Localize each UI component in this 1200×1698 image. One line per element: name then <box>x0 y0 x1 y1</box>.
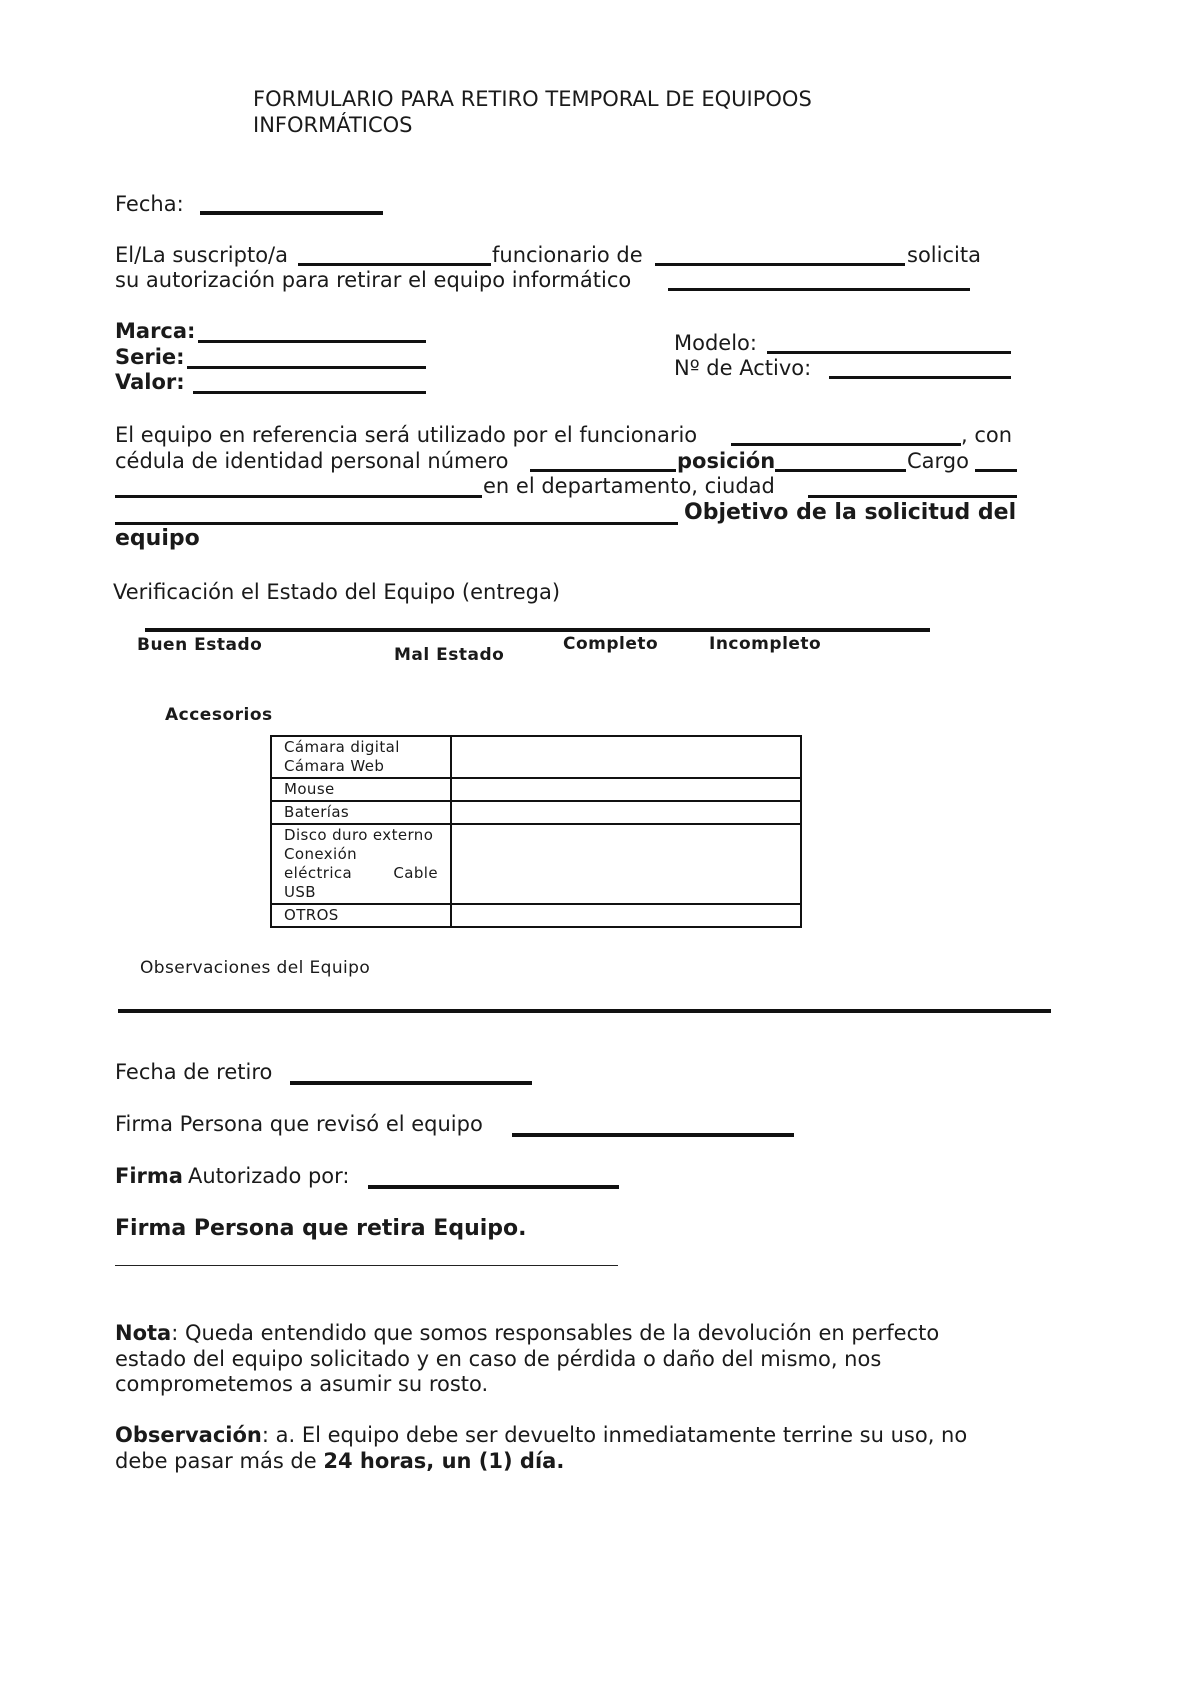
modelo-label: Modelo: <box>674 331 757 355</box>
usb-label: USB <box>284 883 316 901</box>
posicion-label: posición <box>677 449 776 473</box>
cable-label: Cable <box>393 864 438 882</box>
ciudad-line[interactable] <box>808 495 1017 498</box>
observacion-line2 <box>115 1451 564 1472</box>
form-title-line2: INFORMÁTICOS <box>253 113 413 137</box>
accessory-name-cell <box>271 736 451 778</box>
accessory-name-cell <box>271 801 451 824</box>
verificacion-line <box>145 628 930 632</box>
table-row <box>271 801 801 824</box>
suscripto-line[interactable] <box>298 263 491 266</box>
accesorios-table <box>270 735 802 928</box>
verificacion-heading: Verificación el Estado del Equipo (entrega) <box>113 580 561 604</box>
observacion-text-2: debe pasar más de <box>115 1449 324 1473</box>
nota-line3: comprometemos a asumir su rosto. <box>115 1372 489 1396</box>
conexion-label: Conexión <box>284 845 358 863</box>
fecha-retiro-line[interactable] <box>290 1081 532 1085</box>
mouse-label: Mouse <box>284 780 335 798</box>
modelo-line[interactable] <box>767 351 1011 354</box>
valor-line[interactable] <box>193 391 426 394</box>
nota-line2: estado del equipo solicitado y en caso de pérdida o daño del mismo, nos <box>115 1347 882 1371</box>
cargo-line[interactable] <box>975 469 1017 472</box>
firma-retira-label: Firma Persona que retira Equipo. <box>115 1216 527 1241</box>
objetivo-label: Objetivo de la solicitud del <box>684 500 1017 525</box>
observacion-line1 <box>115 1425 967 1446</box>
accessory-name-cell <box>271 778 451 801</box>
accesorios-heading: Accesorios <box>165 705 273 725</box>
suscripto-label: El/La suscripto/a <box>115 243 288 267</box>
table-row <box>271 904 801 927</box>
fecha-label: Fecha: <box>115 192 184 216</box>
incompleto-option[interactable]: Incompleto <box>709 634 822 654</box>
baterias-label: Baterías <box>284 803 350 821</box>
fecha-line[interactable] <box>200 211 383 215</box>
firma-reviso-line[interactable] <box>512 1133 794 1137</box>
objetivo-equipo-label: equipo <box>115 526 200 551</box>
buen-estado-option[interactable]: Buen Estado <box>137 635 263 655</box>
observacion-text-1: : a. El equipo debe ser devuelto inmediatamente terrine su uso, no <box>261 1423 968 1447</box>
activo-label: Nº de Activo: <box>674 356 812 380</box>
firma-bold-label: Firma <box>115 1164 183 1188</box>
observacion-deadline: 24 horas, un (1) día. <box>323 1449 565 1473</box>
nota-text-1: : Queda entendido que somos responsables de la devolución en perfecto <box>171 1321 940 1345</box>
marca-line[interactable] <box>198 340 426 343</box>
otros-label: OTROS <box>284 906 339 924</box>
cedula-text: cédula de identidad personal número <box>115 449 509 473</box>
disco-duro-label: Disco duro externo <box>284 826 434 844</box>
equipo-informatico-line[interactable] <box>668 288 970 291</box>
activo-line[interactable] <box>829 376 1011 379</box>
solicita-label: solicita <box>907 243 981 267</box>
fecha-retiro-label: Fecha de retiro <box>115 1060 273 1084</box>
camara-web-label: Cámara Web <box>284 757 385 775</box>
table-row <box>271 824 801 904</box>
nota-label: Nota <box>115 1321 172 1345</box>
completo-option[interactable]: Completo <box>563 634 659 654</box>
observaciones-line[interactable] <box>118 1009 1051 1013</box>
autorizado-label: Autorizado por: <box>188 1164 350 1188</box>
departamento-line[interactable] <box>115 522 678 525</box>
marca-label: Marca: <box>115 319 196 343</box>
utilizado-text: El equipo en referencia será utilizado por el funcionario <box>115 423 698 447</box>
accessory-value-cell[interactable] <box>451 736 801 778</box>
accessory-value-cell[interactable] <box>451 824 801 904</box>
autorizado-line[interactable] <box>368 1185 619 1189</box>
posicion-line[interactable] <box>775 469 906 472</box>
serie-line[interactable] <box>187 366 426 369</box>
funcionario-de-line[interactable] <box>655 263 905 266</box>
accessory-name-cell <box>271 904 451 927</box>
departamento-text: en el departamento, ciudad <box>483 474 775 498</box>
observaciones-label: Observaciones del Equipo <box>140 958 371 978</box>
accessory-value-cell[interactable] <box>451 904 801 927</box>
cedula-line[interactable] <box>530 469 676 472</box>
autorizacion-text: su autorización para retirar el equipo informático <box>115 268 632 292</box>
accessory-value-cell[interactable] <box>451 801 801 824</box>
con-text: , con <box>961 423 1013 447</box>
table-row <box>271 736 801 778</box>
funcionario-de-label: funcionario de <box>492 243 643 267</box>
table-row <box>271 778 801 801</box>
observacion-label: Observación <box>115 1423 262 1447</box>
accessory-value-cell[interactable] <box>451 778 801 801</box>
camara-digital-label: Cámara digital <box>284 738 400 756</box>
accessory-name-cell <box>271 824 451 904</box>
form-title-line1: FORMULARIO PARA RETIRO TEMPORAL DE EQUIPOOS <box>253 87 812 111</box>
cargo-label: Cargo <box>907 449 969 473</box>
funcionario-line[interactable] <box>731 443 961 446</box>
serie-label: Serie: <box>115 345 185 369</box>
mal-estado-option[interactable]: Mal Estado <box>394 645 505 665</box>
cargo-line-continued[interactable] <box>115 495 482 498</box>
valor-label: Valor: <box>115 370 185 394</box>
nota-line1 <box>115 1323 939 1344</box>
electrica-cable-row <box>284 864 438 883</box>
firma-retira-line[interactable] <box>115 1265 618 1266</box>
firma-reviso-label: Firma Persona que revisó el equipo <box>115 1112 483 1136</box>
electrica-label: eléctrica <box>284 864 353 882</box>
